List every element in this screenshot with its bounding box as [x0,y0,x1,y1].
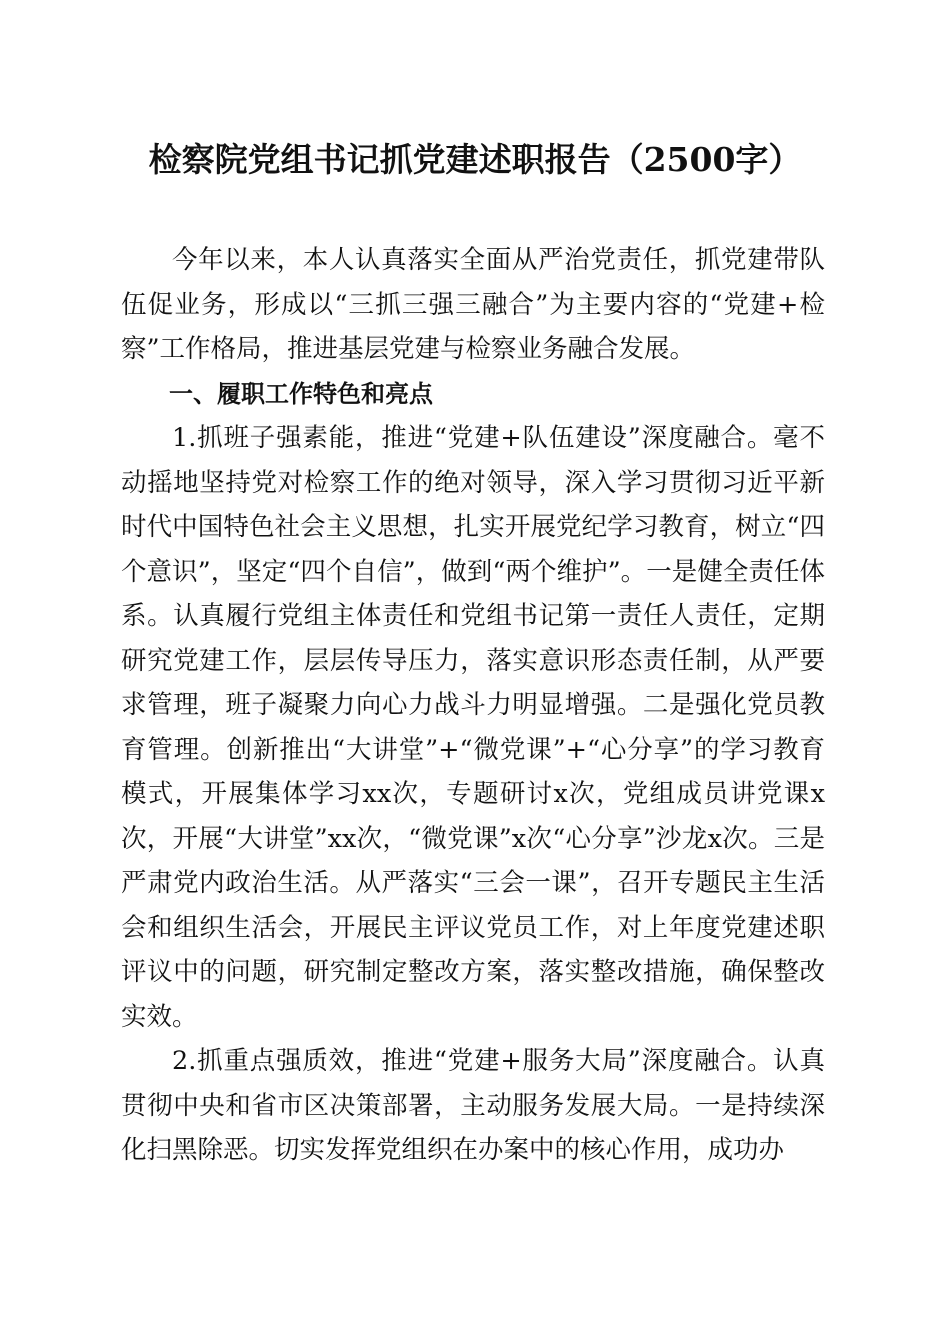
document-body [121,238,825,1173]
intro-paragraph: 今年以来，本人认真落实全面从严治党责任，抓党建带队伍促业务，形成以“三抓三强三融合”为主要内容的“党建+检察”工作格局，推进基层党建与检察业务融合发展。 [121,245,825,364]
body-paragraph-2: 2.抓重点强质效，推进“党建+服务大局”深度融合。认真贯彻中央和省市区决策部署，主动服务发展大局。一是持续深化扫黑除恶。切实发挥党组织在办案中的核心作用，成功办 [121,1046,825,1165]
section-heading: 一、履职工作特色和亮点 [169,379,433,408]
document-title: 检察院党组书记抓党建述职报告（2500字） [148,140,802,179]
body-paragraph-1: 1.抓班子强素能，推进“党建+队伍建设”深度融合。毫不动摇地坚持党对检察工作的绝对领导，深入学习贯彻习近平新时代中国特色社会主义思想，扎实开展党纪学习教育，树立“四个意识”，坚定“四个自信”，做到“两个维护”。一是健全责任体系。认真履行党组主体责任和党组书记第一责任人责任，定期研究党建工作，层层传导压力，落实意识形态责任制，从严要求管理，班子凝聚力向心力战斗力明显增强。二是强化党员教育管理。创新推出“大讲堂”+“微党课”+“心分享”的学习教育模式，开展集体学习xx次，专题研讨x次，党组成员讲党课x次，开展“大讲堂”xx次，“微党课”x次“心分享”沙龙x次。三是严肃党内政治生活。从严落实“三会一课”，召开专题民主生活会和组织生活会，开展民主评议党员工作，对上年度党建述职评议中的问题，研究制定整改方案，落实整改措施，确保整改实效。 [121,423,825,1032]
